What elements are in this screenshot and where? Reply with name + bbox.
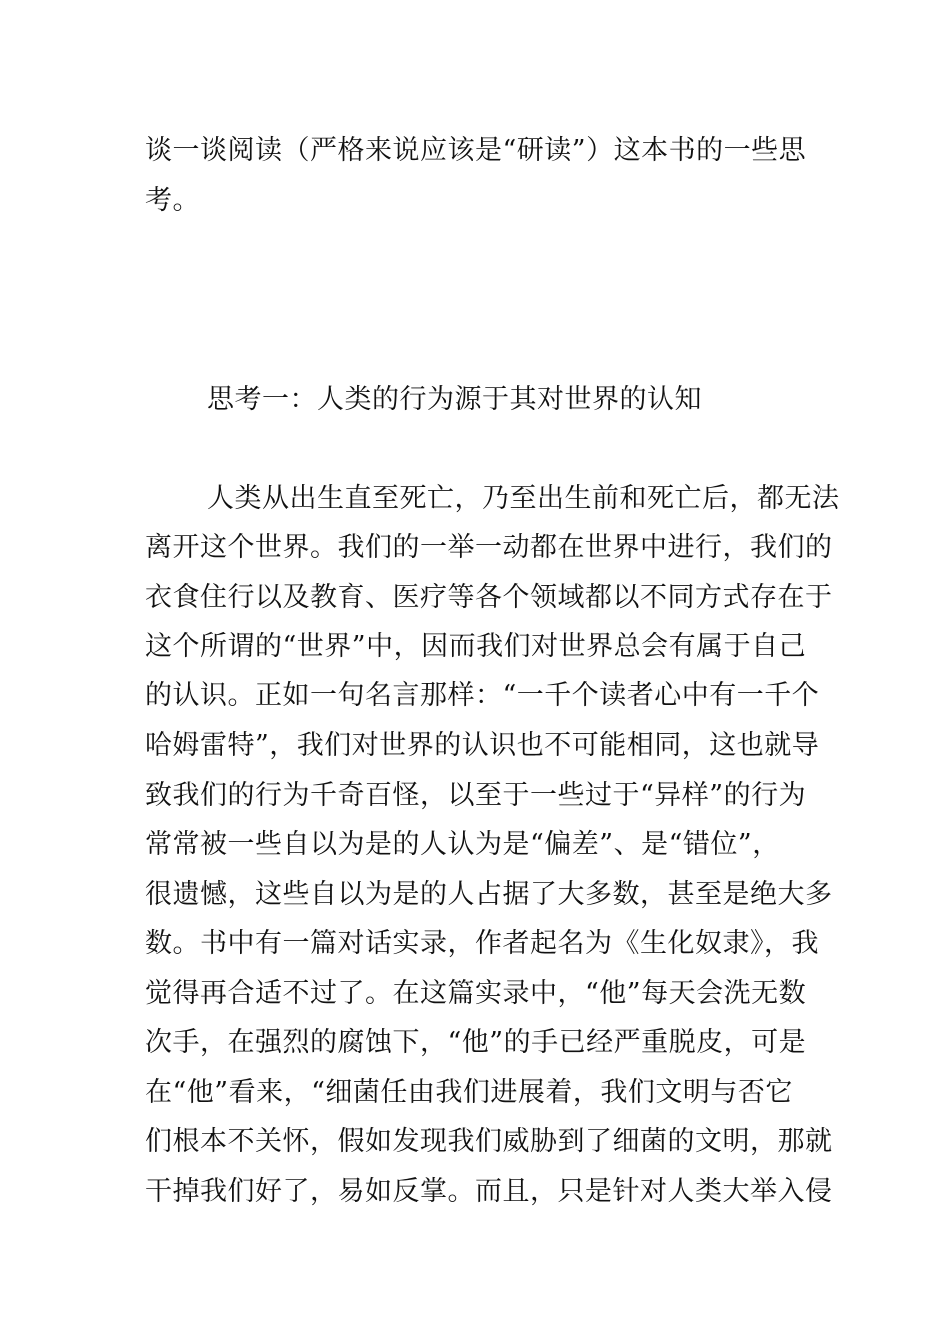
body-line-13: 在“他”看来，“细菌任由我们进展着，我们文明与否它: [145, 1077, 793, 1108]
body-line-12: 次手，在强烈的腐蚀下，“他”的手已经严重脱皮，可是: [145, 1027, 807, 1058]
body-line-5: 的认识。正如一句名言那样：“一千个读者心中有一千个: [145, 680, 820, 711]
intro-line-2: 考。: [145, 185, 200, 216]
body-line-2: 离开这个世界。我们的一举一动都在世界中进行，我们的: [145, 532, 833, 563]
body-line-11: 觉得再合适不过了。在这篇实录中，“他”每天会洗无数: [145, 978, 807, 1009]
body-line-9: 很遗憾，这些自以为是的人占据了大多数，甚至是绝大多: [145, 879, 833, 910]
body-line-14: 们根本不关怀，假如发现我们威胁到了细菌的文明，那就: [145, 1126, 833, 1157]
intro-line-1: 谈一谈阅读（严格来说应该是“研读”）这本书的一些思: [145, 135, 807, 166]
body-line-3: 衣食住行以及教育、医疗等各个领域都以不同方式存在于: [145, 582, 833, 613]
body-line-1: 人类从出生直至死亡，乃至出生前和死亡后，都无法: [207, 483, 840, 514]
body-line-6: 哈姆雷特”，我们对世界的认识也不可能相同，这也就导: [145, 730, 820, 761]
body-line-10: 数。书中有一篇对话实录，作者起名为《生化奴隶》，我: [145, 928, 819, 959]
section-heading: 思考一：人类的行为源于其对世界的认知: [207, 384, 702, 415]
body-line-7: 致我们的行为千奇百怪，以至于一些过于“异样”的行为: [145, 780, 807, 811]
body-line-15: 干掉我们好了，易如反掌。而且，只是针对人类大举入侵: [145, 1176, 833, 1207]
body-line-4: 这个所谓的“世界”中，因而我们对世界总会有属于自己: [145, 631, 807, 662]
body-line-8: 常常被一些自以为是的人认为是“偏差”、是“错位”，: [145, 829, 780, 860]
